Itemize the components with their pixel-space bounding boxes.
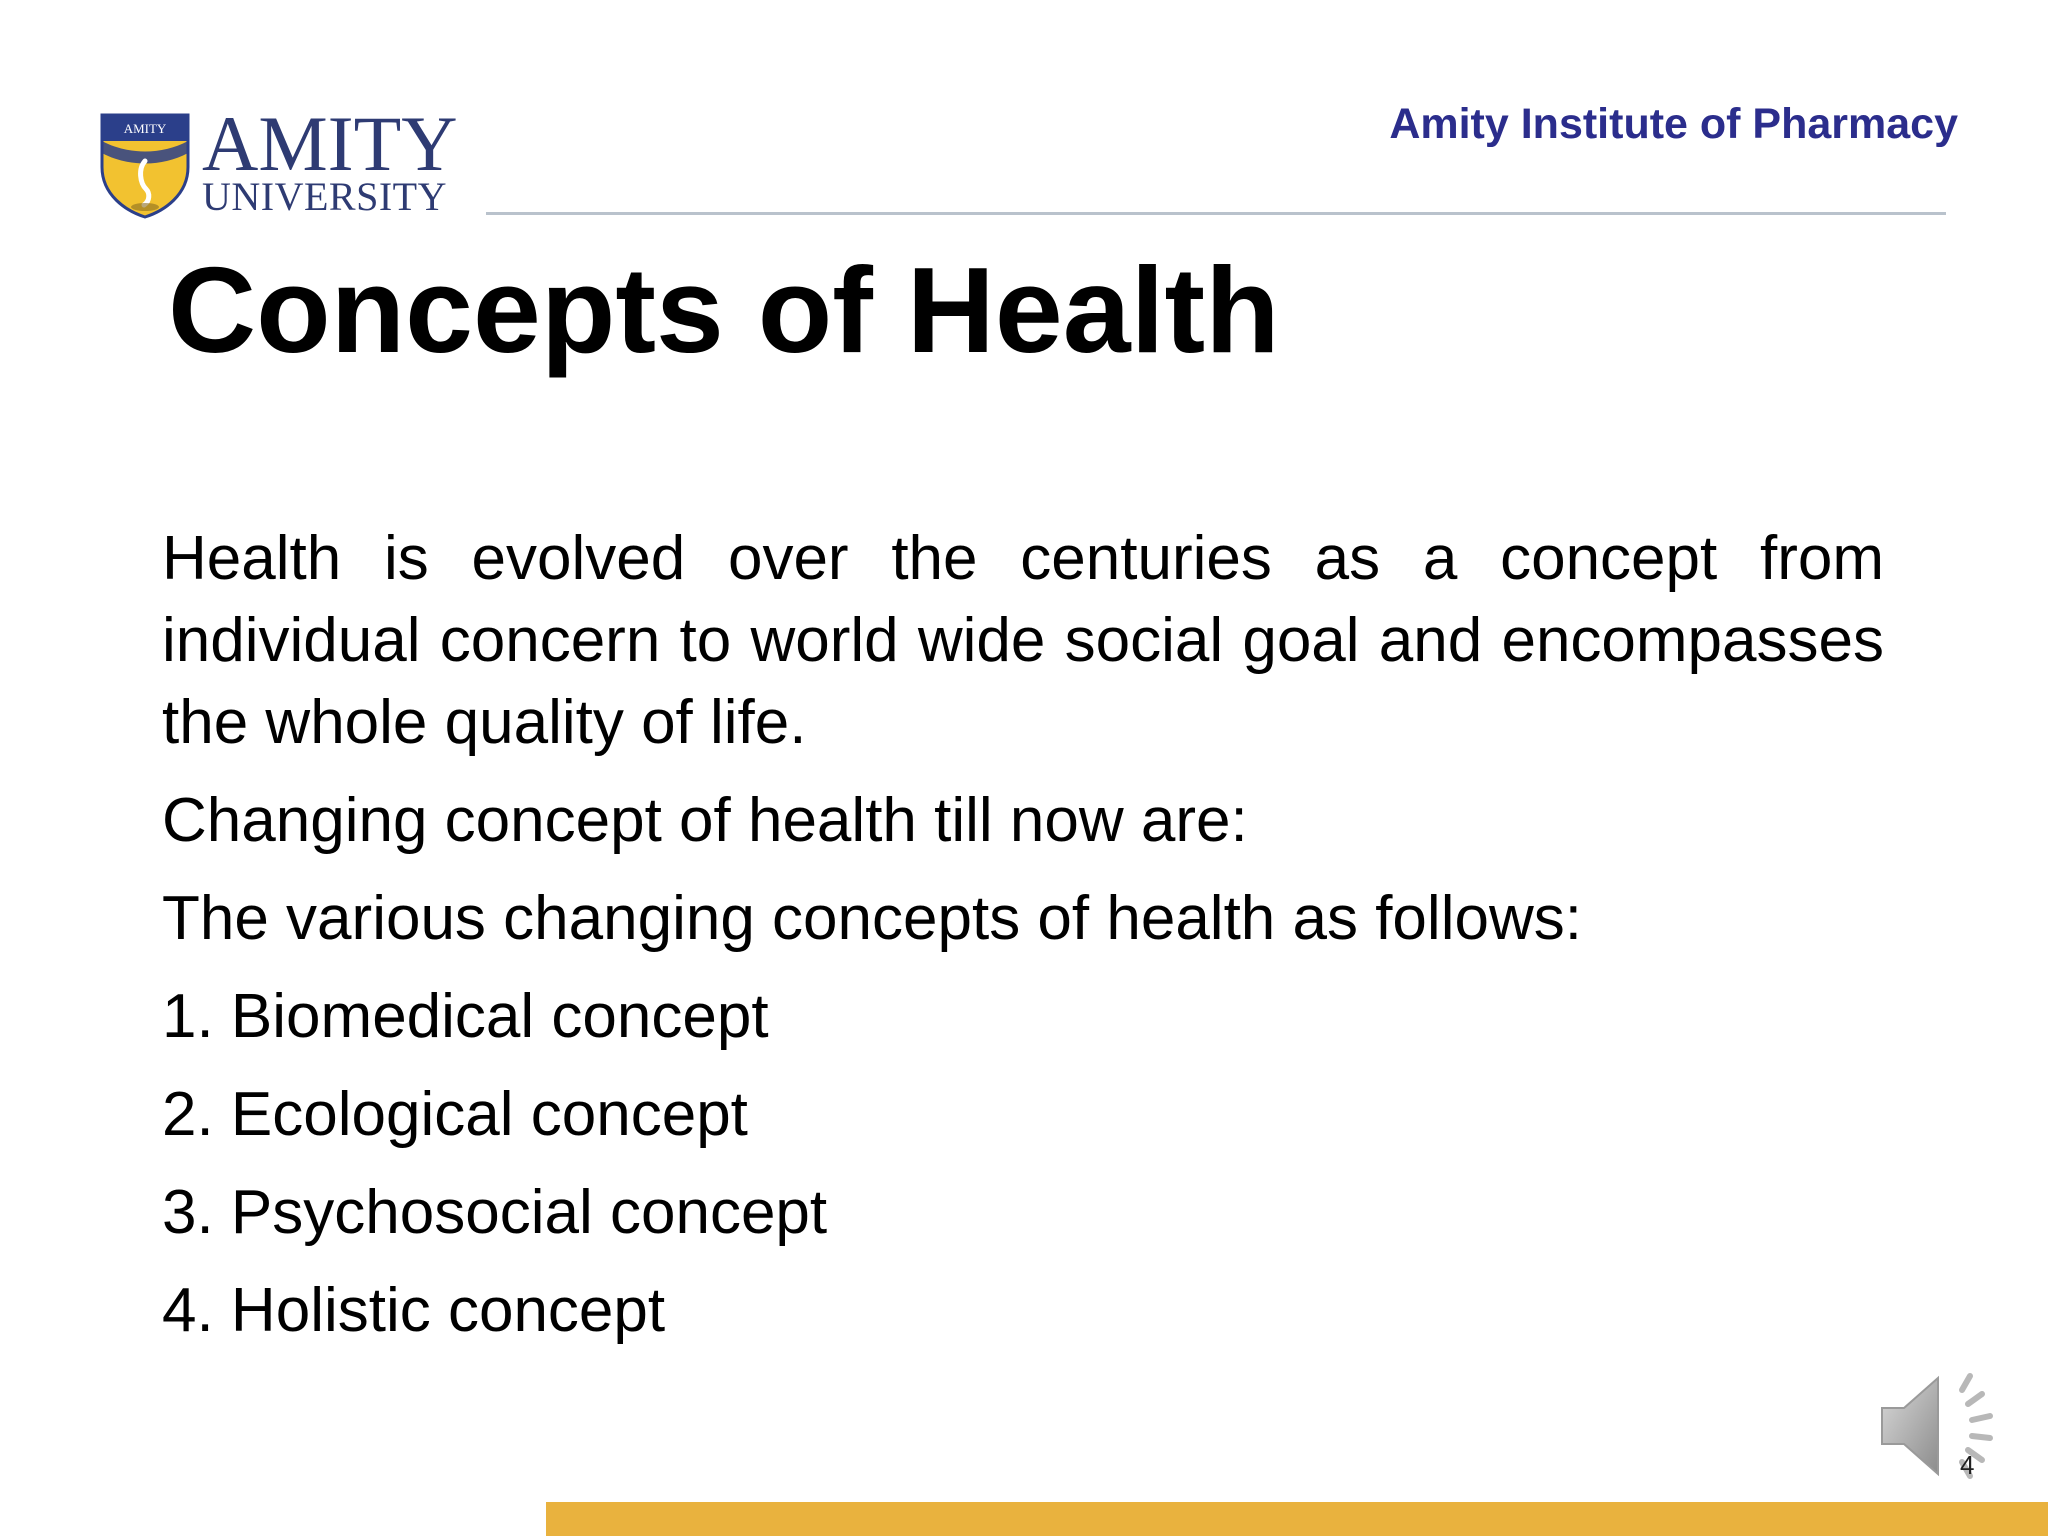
- logo-wordmark-amity: AMITY: [202, 100, 458, 187]
- list-item: 3. Psychosocial concept: [162, 1178, 828, 1247]
- list-item: 4. Holistic concept: [162, 1276, 666, 1345]
- amity-shield-icon: [98, 109, 192, 219]
- list-item: 2. Ecological concept: [162, 1080, 748, 1149]
- body-line-changing-concept: Changing concept of health till now are:: [162, 786, 1248, 855]
- list-item: 1. Biomedical concept: [162, 982, 769, 1051]
- intro-paragraph: Health is evolved over the centuries as a concept from individual concern to world wide social goal and encompasses the whole quality of life.: [162, 524, 1884, 757]
- page-number: 4: [1960, 1450, 1975, 1480]
- slide-body: [162, 518, 1884, 1368]
- body-line-various-concepts: The various changing concepts of health as follows:: [162, 884, 1582, 953]
- amity-university-logo: [98, 100, 458, 220]
- logo-wordmark-university: UNIVERSITY: [202, 174, 447, 219]
- header-divider: [486, 212, 1946, 215]
- svg-text:AMITY: AMITY: [123, 121, 167, 136]
- footer-bar: [546, 1502, 2048, 1536]
- speaker-icon[interactable]: [1876, 1368, 2006, 1484]
- slide-title: Concepts of Health: [168, 242, 1280, 378]
- institute-name: Amity Institute of Pharmacy: [1389, 100, 1958, 148]
